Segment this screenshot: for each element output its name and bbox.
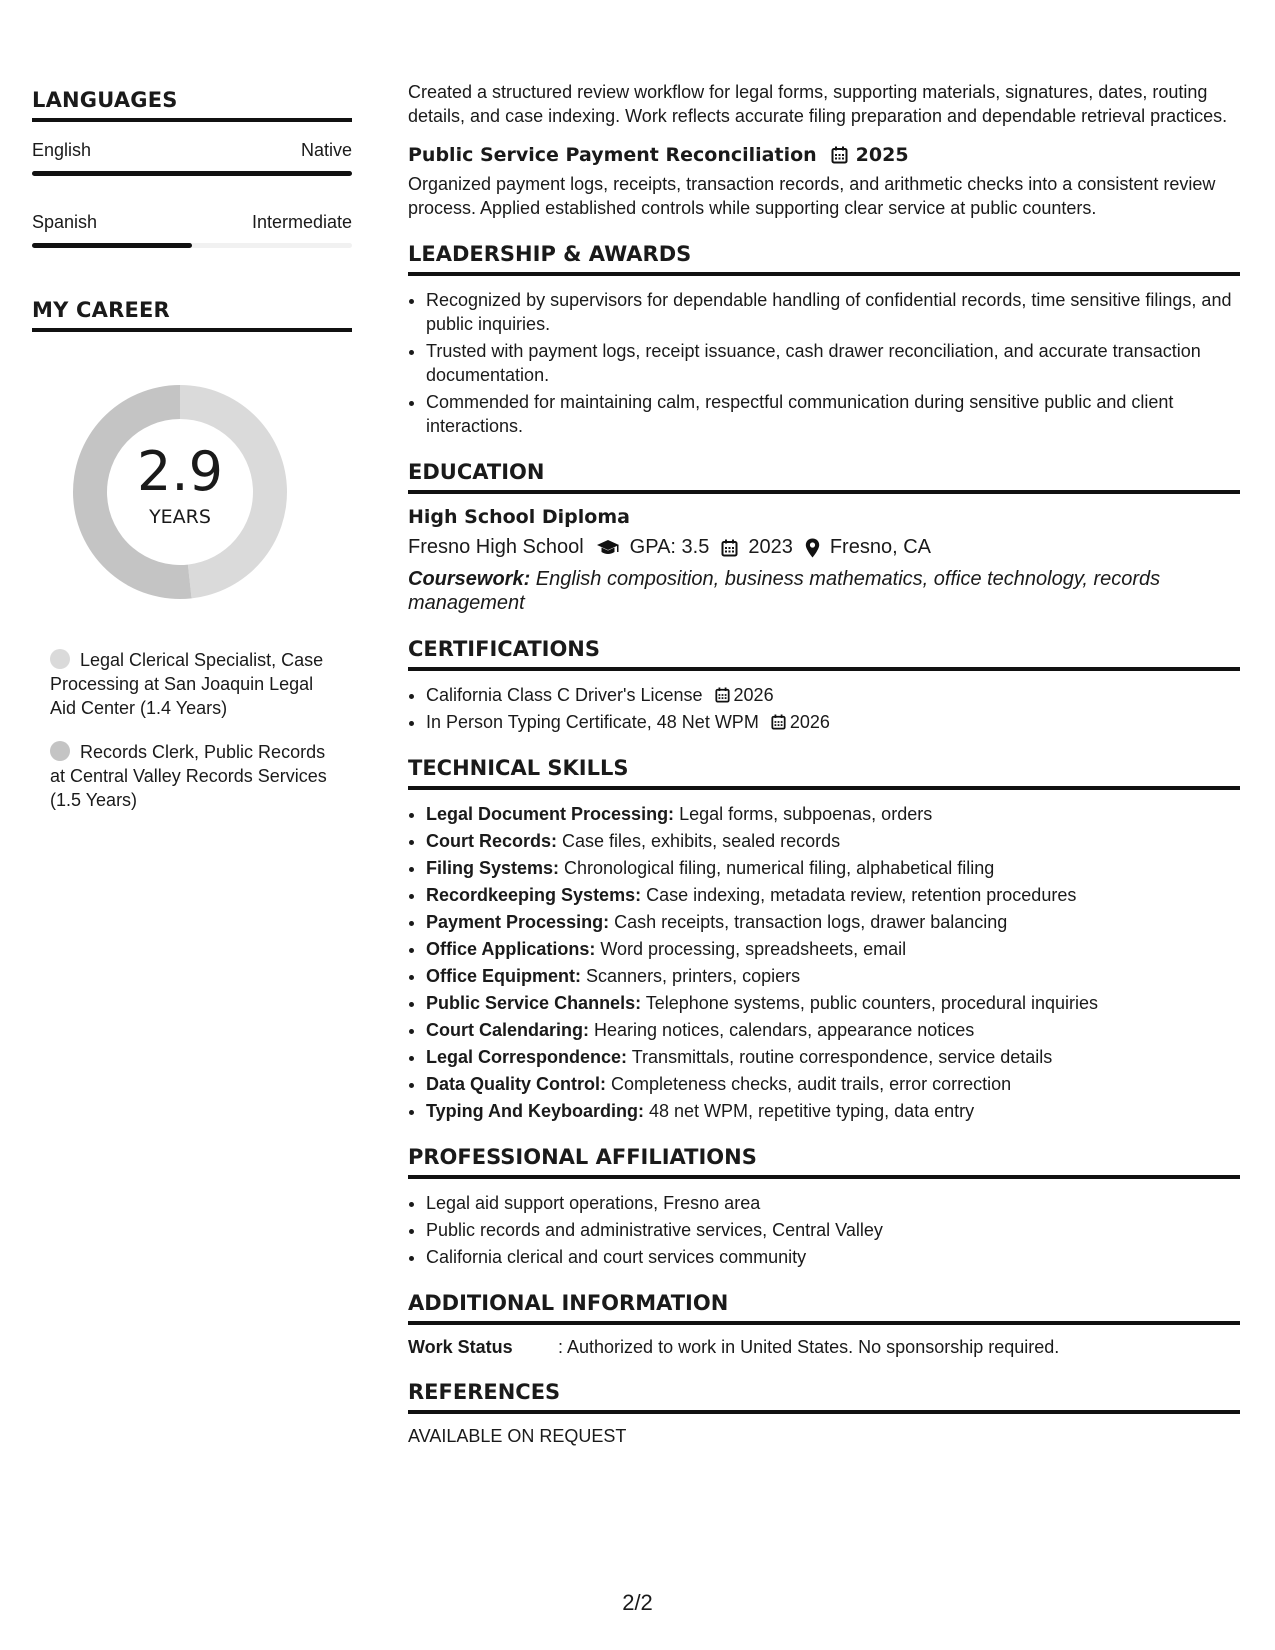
- skill-name: Legal Correspondence:: [426, 1047, 628, 1067]
- career-donut: [60, 372, 300, 612]
- calendar-icon: [721, 539, 738, 557]
- coursework-label: Coursework:: [408, 568, 531, 590]
- project-description: Organized payment logs, receipts, transaction records, and arithmetic checks into a consistent review process. Applied established controls while supporting clear service at public counters.: [408, 174, 1216, 218]
- career-total-value: 2.9: [137, 440, 223, 503]
- languages-title: LANGUAGES: [32, 88, 352, 122]
- skill-item: [426, 1099, 1240, 1123]
- certifications-section: [408, 637, 1240, 734]
- skill-item: [426, 991, 1240, 1015]
- skill-desc: Hearing notices, calendars, appearance notices: [589, 1020, 975, 1040]
- affiliations-section: [408, 1145, 1240, 1269]
- skill-name: Court Calendaring:: [426, 1020, 590, 1040]
- experience-paragraph: Created a structured review workflow for legal forms, supporting materials, signatures, dates, routing details, and case indexing. Work reflects accurate filing preparation and dependable retrieval practices.: [408, 82, 1228, 126]
- additional-section: [408, 1291, 1240, 1358]
- career-legend-item: [50, 740, 340, 812]
- list-item: • Public records and administrative services, Central Valley: [426, 1218, 1240, 1242]
- coursework-text: English composition, business mathematics, office technology, records management: [408, 568, 1161, 614]
- skill-desc: Telephone systems, public counters, procedural inquiries: [641, 993, 1098, 1013]
- work-status-key: Work Status: [408, 1337, 513, 1357]
- skill-name: Recordkeeping Systems:: [426, 885, 642, 905]
- skill-name: Legal Document Processing:: [426, 804, 675, 824]
- education-section: [408, 460, 1240, 615]
- leadership-list: [408, 288, 1240, 438]
- list-item: • Commended for maintaining calm, respectful communication during sensitive public and client interactions.: [426, 390, 1240, 438]
- skill-desc: Legal forms, subpoenas, orders: [674, 804, 933, 824]
- language-proficiency-bar: [32, 171, 352, 176]
- languages-list: [32, 140, 352, 248]
- legend-dot: [50, 741, 70, 761]
- education-location: Fresno, CA: [829, 536, 931, 558]
- career-legend-item: [50, 648, 340, 720]
- skill-desc: Word processing, spreadsheets, email: [595, 939, 907, 959]
- list-item: • California clerical and court services community: [426, 1245, 1240, 1269]
- education-degree: High School Diploma: [408, 506, 630, 528]
- language-name: English: [32, 140, 92, 160]
- language-item: [32, 140, 352, 176]
- skill-desc: Cash receipts, transaction logs, drawer balancing: [609, 912, 1008, 932]
- skills-title: TECHNICAL SKILLS: [408, 756, 1240, 790]
- graduation-cap-icon: [596, 539, 620, 557]
- education-details: [408, 536, 1240, 559]
- legend-label: Legal Clerical Specialist, Case Processing at San Joaquin Legal Aid Center (1.4 Years): [50, 650, 324, 718]
- skill-name: Court Records:: [426, 831, 558, 851]
- education-gpa: GPA: 3.5: [629, 536, 710, 558]
- certification-name: • California Class C Driver's License: [426, 685, 703, 705]
- skill-item: [426, 829, 1240, 853]
- certification-year: 2026: [789, 712, 830, 732]
- project-title: Public Service Payment Reconciliation: [408, 144, 817, 166]
- skill-item: [426, 937, 1240, 961]
- references-section: [408, 1380, 1240, 1447]
- skill-item: [426, 883, 1240, 907]
- right-column: [408, 80, 1240, 1447]
- project-title-row: [408, 144, 1240, 166]
- additional-title: ADDITIONAL INFORMATION: [408, 1291, 1240, 1325]
- work-status-value: : Authorized to work in United States. No sponsorship required.: [558, 1337, 1060, 1357]
- certifications-title: CERTIFICATIONS: [408, 637, 1240, 671]
- legend-dot: [50, 649, 70, 669]
- certification-year: 2026: [733, 685, 774, 705]
- left-column: [32, 88, 352, 832]
- skill-desc: Chronological filing, numerical filing, alphabetical filing: [559, 858, 995, 878]
- leadership-section: [408, 242, 1240, 438]
- career-title: MY CAREER: [32, 298, 352, 332]
- project-year: 2025: [855, 144, 909, 166]
- list-item: • Legal aid support operations, Fresno area: [426, 1191, 1240, 1215]
- list-item: [426, 710, 1240, 734]
- language-level: Native: [300, 140, 352, 160]
- certifications-list: [408, 683, 1240, 734]
- language-item: [32, 212, 352, 248]
- skills-list: [408, 802, 1240, 1123]
- language-proficiency-fill: [32, 171, 352, 176]
- skill-name: Data Quality Control:: [426, 1074, 607, 1094]
- leadership-title: LEADERSHIP & AWARDS: [408, 242, 1240, 276]
- skill-item: [426, 802, 1240, 826]
- skill-name: Office Equipment:: [426, 966, 582, 986]
- skill-name: Filing Systems:: [426, 858, 560, 878]
- references-text: AVAILABLE ON REQUEST: [408, 1426, 627, 1446]
- calendar-icon: [715, 687, 730, 703]
- language-name: Spanish: [32, 212, 98, 232]
- skill-desc: Case indexing, metadata review, retention procedures: [641, 885, 1077, 905]
- calendar-icon: [771, 714, 786, 730]
- skill-item: [426, 964, 1240, 988]
- skill-desc: Completeness checks, audit trails, error correction: [606, 1074, 1012, 1094]
- affiliations-title: PROFESSIONAL AFFILIATIONS: [408, 1145, 1240, 1179]
- career-legend: [50, 648, 340, 812]
- map-pin-icon: [805, 538, 820, 558]
- references-title: REFERENCES: [408, 1380, 1240, 1414]
- language-proficiency-fill: [32, 243, 192, 248]
- affiliations-list: [408, 1191, 1240, 1269]
- language-level: Intermediate: [251, 212, 352, 232]
- calendar-icon: [831, 146, 848, 164]
- education-year: 2023: [748, 536, 793, 558]
- skill-name: Public Service Channels:: [426, 993, 642, 1013]
- skill-item: [426, 1072, 1240, 1096]
- career-total-unit: YEARS: [149, 506, 211, 528]
- skill-desc: Transmittals, routine correspondence, service details: [627, 1047, 1053, 1067]
- skill-desc: Case files, exhibits, sealed records: [557, 831, 841, 851]
- skill-desc: Scanners, printers, copiers: [581, 966, 801, 986]
- page-indicator: 2/2: [622, 1590, 653, 1615]
- legend-label: Records Clerk, Public Records at Central Valley Records Services (1.5 Years): [50, 742, 327, 810]
- skill-desc: 48 net WPM, repetitive typing, data entry: [644, 1101, 975, 1121]
- language-proficiency-bar: [32, 243, 352, 248]
- education-title: EDUCATION: [408, 460, 1240, 494]
- skills-section: [408, 756, 1240, 1123]
- skill-name: Payment Processing:: [426, 912, 610, 932]
- certification-name: • In Person Typing Certificate, 48 Net WPM: [426, 712, 759, 732]
- skill-item: [426, 910, 1240, 934]
- skill-item: [426, 1045, 1240, 1069]
- list-item: [426, 683, 1240, 707]
- education-school: Fresno High School: [408, 536, 584, 558]
- work-status-row: [408, 1337, 1240, 1358]
- skill-name: Typing And Keyboarding:: [426, 1101, 644, 1121]
- skill-name: Office Applications:: [426, 939, 596, 959]
- skill-item: [426, 1018, 1240, 1042]
- list-item: • Trusted with payment logs, receipt issuance, cash drawer reconciliation, and accurate transaction documentation.: [426, 339, 1240, 387]
- list-item: • Recognized by supervisors for dependable handling of confidential records, time sensitive filings, and public inquiries.: [426, 288, 1240, 336]
- skill-item: [426, 856, 1240, 880]
- education-coursework: [408, 567, 1240, 615]
